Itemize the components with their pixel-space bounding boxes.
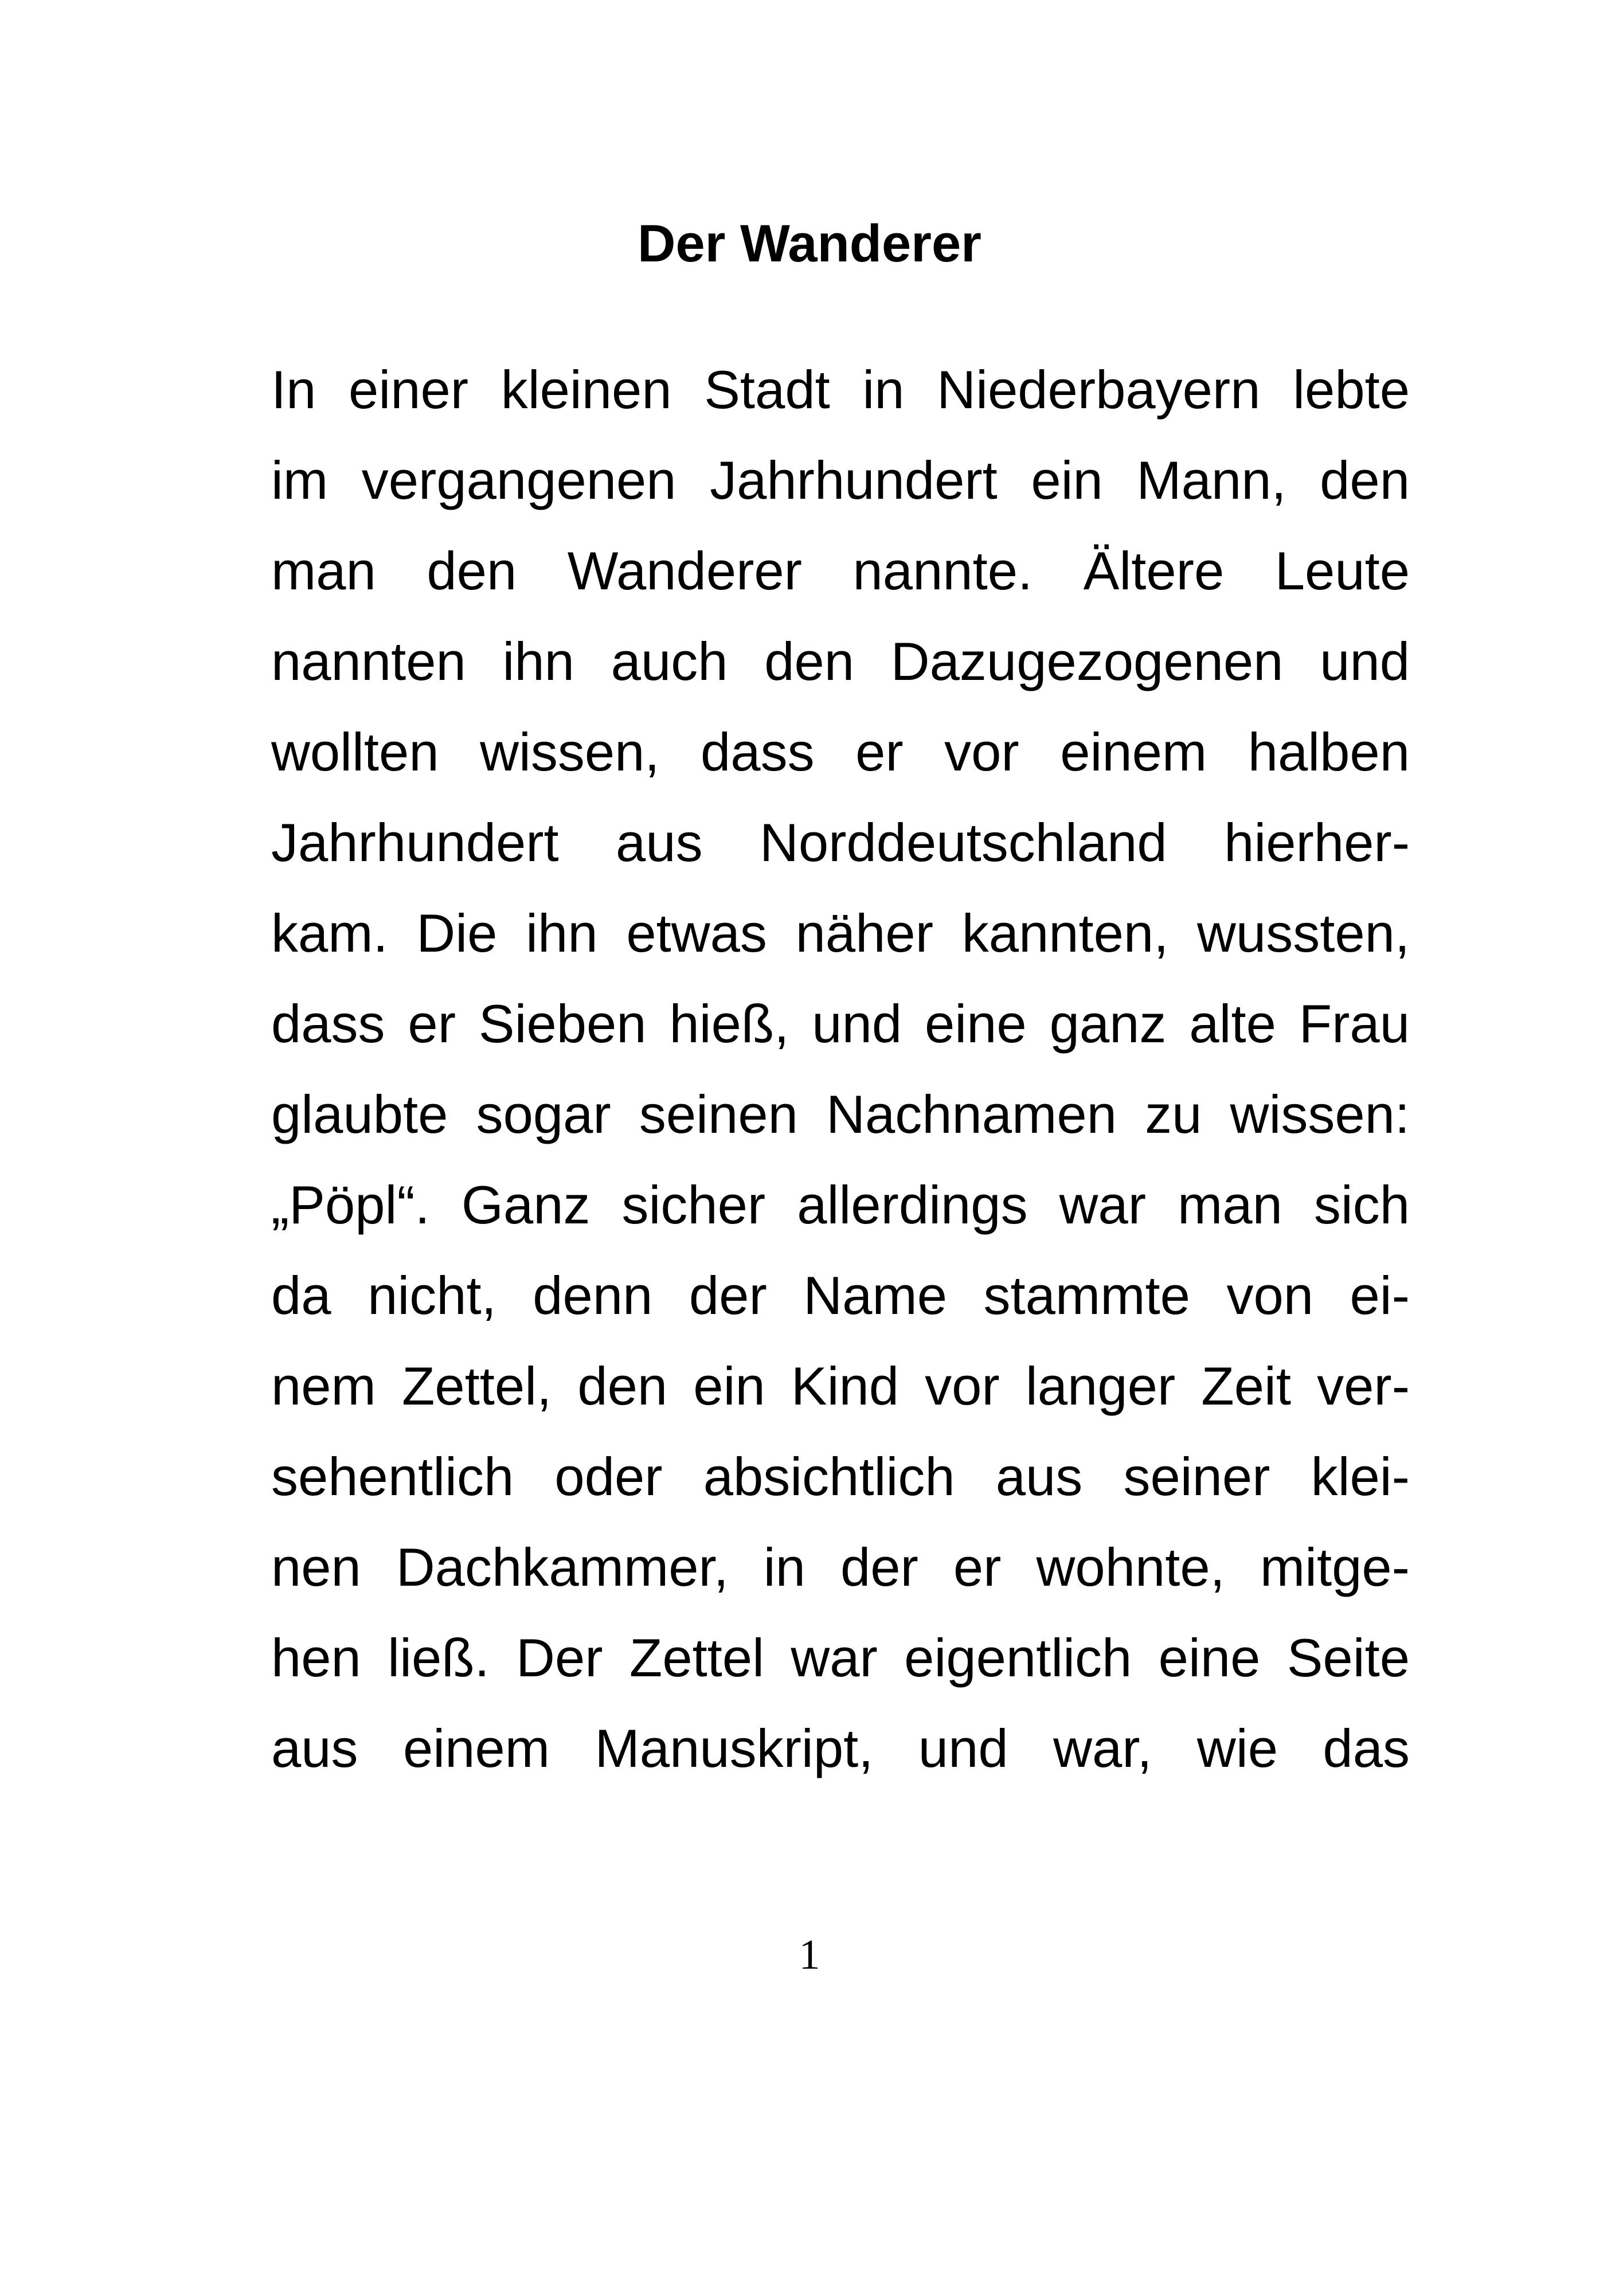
text-line: man den Wanderer nannte. Ältere Leute — [271, 541, 1410, 601]
text-line: nem Zettel, den ein Kind vor langer Zeit ver- — [271, 1356, 1410, 1416]
text-line: Jahrhundert aus Norddeutschland hierher- — [271, 812, 1410, 873]
text-line: im vergangenen Jahrhundert ein Mann, den — [271, 450, 1410, 510]
body-paragraph — [271, 345, 1410, 1794]
text-line: glaubte sogar seinen Nachnamen zu wissen: — [271, 1084, 1410, 1144]
text-line: sehentlich oder absichtlich aus seiner klei- — [271, 1446, 1410, 1507]
page-title: Der Wanderer — [638, 214, 981, 273]
text-line: kam. Die ihn etwas näher kannten, wussten, — [271, 903, 1410, 963]
page-number: 1 — [799, 1931, 820, 1978]
text-line: dass er Sieben hieß, und eine ganz alte Frau — [271, 994, 1410, 1054]
text-line: „Pöpl“. Ganz sicher allerdings war man sich — [271, 1175, 1410, 1235]
text-line: da nicht, denn der Name stammte von ei- — [271, 1265, 1410, 1325]
text-line: In einer kleinen Stadt in Niederbayern lebte — [271, 359, 1410, 420]
text-line: nen Dachkammer, in der er wohnte, mitge- — [271, 1537, 1410, 1597]
text-line: nannten ihn auch den Dazugezogenen und — [271, 631, 1410, 691]
text-line: wollten wissen, dass er vor einem halben — [271, 722, 1410, 782]
text-line: aus einem Manuskript, und war, wie das — [271, 1718, 1410, 1778]
text-line: hen ließ. Der Zettel war eigentlich eine Seite — [271, 1628, 1410, 1688]
